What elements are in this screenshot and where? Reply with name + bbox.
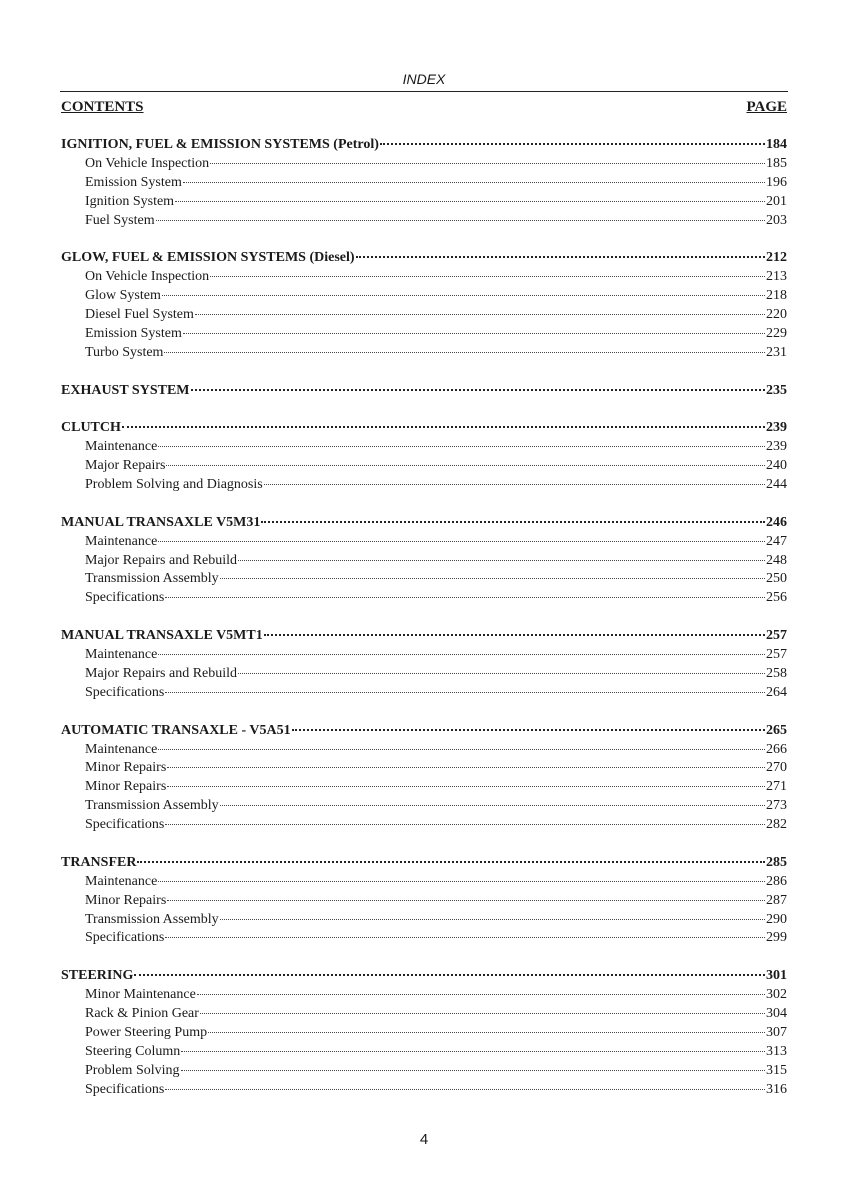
dot-leader	[191, 389, 765, 391]
toc-subsection-entry[interactable]	[61, 325, 787, 344]
subsection-label: On Vehicle Inspection	[85, 155, 210, 171]
toc-subsection-entry[interactable]	[61, 570, 787, 589]
toc-subsection-entry[interactable]	[61, 759, 787, 778]
dot-leader	[238, 673, 765, 674]
page-number: 4	[419, 1131, 429, 1148]
dot-leader	[220, 919, 765, 920]
dot-leader	[122, 426, 765, 428]
subsection-label: Specifications	[85, 590, 165, 606]
subsection-label: Major Repairs and Rebuild	[85, 665, 238, 681]
table-of-contents	[61, 136, 787, 1118]
dot-leader	[165, 692, 765, 693]
toc-subsection-entry[interactable]	[61, 457, 787, 476]
subsection-label: Minor Repairs	[85, 779, 167, 795]
section-page-number: 265	[766, 722, 787, 738]
dot-leader	[183, 333, 765, 334]
subsection-label: Transmission Assembly	[85, 798, 219, 814]
toc-subsection-entry[interactable]	[61, 873, 787, 892]
dot-leader	[167, 900, 765, 901]
subsection-label: Emission System	[85, 325, 182, 341]
dot-leader	[264, 634, 765, 636]
subsection-label: Specifications	[85, 930, 165, 946]
section-title: EXHAUST SYSTEM	[61, 382, 190, 398]
toc-section	[61, 627, 787, 703]
toc-subsection-entry[interactable]	[61, 816, 787, 835]
toc-subsection-entry[interactable]	[61, 1062, 787, 1081]
toc-subsection-entry[interactable]	[61, 174, 787, 193]
toc-section	[61, 136, 787, 230]
subsection-page-number: 264	[766, 684, 787, 700]
toc-section	[61, 722, 787, 835]
subsection-page-number: 203	[766, 212, 787, 228]
dot-leader	[167, 767, 765, 768]
toc-section	[61, 854, 787, 948]
toc-section-entry[interactable]	[61, 627, 787, 646]
subsection-page-number: 213	[766, 269, 787, 285]
subsection-label: Ignition System	[85, 193, 175, 209]
dot-leader	[238, 560, 765, 561]
dot-leader	[175, 201, 765, 202]
subsection-page-number: 257	[766, 647, 787, 663]
section-page-number: 285	[766, 854, 787, 870]
toc-section-entry[interactable]	[61, 382, 787, 401]
subsection-page-number: 229	[766, 325, 787, 341]
subsection-page-number: 239	[766, 439, 787, 455]
subsection-page-number: 248	[766, 552, 787, 568]
dot-leader	[165, 1089, 765, 1090]
subsection-label: Problem Solving	[85, 1062, 180, 1078]
subsection-page-number: 196	[766, 174, 787, 190]
dot-leader	[292, 729, 765, 731]
subsection-page-number: 271	[766, 779, 787, 795]
toc-section-entry[interactable]	[61, 967, 787, 986]
subsection-page-number: 286	[766, 873, 787, 889]
subsection-label: Transmission Assembly	[85, 911, 219, 927]
dot-leader	[158, 881, 765, 882]
subsection-label: Maintenance	[85, 439, 158, 455]
subsection-page-number: 282	[766, 817, 787, 833]
dot-leader	[220, 578, 765, 579]
toc-subsection-entry[interactable]	[61, 665, 787, 684]
toc-subsection-entry[interactable]	[61, 552, 787, 571]
subsection-label: Major Repairs and Rebuild	[85, 552, 238, 568]
toc-subsection-entry[interactable]	[61, 306, 787, 325]
dot-leader	[380, 143, 765, 145]
subsection-label: Problem Solving and Diagnosis	[85, 477, 263, 493]
section-page-number: 239	[766, 420, 787, 436]
section-page-number: 235	[766, 382, 787, 398]
section-title: STEERING	[61, 968, 134, 984]
dot-leader	[167, 786, 765, 787]
dot-leader	[197, 994, 765, 995]
toc-subsection-entry[interactable]	[61, 476, 787, 495]
dot-leader	[208, 1032, 765, 1033]
toc-section	[61, 419, 787, 495]
dot-leader	[220, 805, 765, 806]
subsection-page-number: 313	[766, 1043, 787, 1059]
subsection-page-number: 201	[766, 193, 787, 209]
dot-leader	[158, 749, 765, 750]
subsection-page-number: 244	[766, 477, 787, 493]
dot-leader	[156, 220, 765, 221]
toc-section-entry[interactable]	[61, 419, 787, 438]
section-page-number: 184	[766, 137, 787, 152]
dot-leader	[165, 597, 765, 598]
toc-section	[61, 514, 787, 608]
section-title: AUTOMATIC TRANSAXLE - V5A51	[61, 722, 291, 738]
toc-subsection-entry[interactable]	[61, 1081, 787, 1100]
subsection-page-number: 302	[766, 987, 787, 1003]
dot-leader	[210, 276, 765, 277]
subsection-page-number: 287	[766, 892, 787, 908]
subsection-page-number: 273	[766, 798, 787, 814]
toc-subsection-entry[interactable]	[61, 155, 787, 174]
subsection-page-number: 304	[766, 1005, 787, 1021]
dot-leader	[158, 541, 765, 542]
subsection-page-number: 240	[766, 458, 787, 474]
toc-section	[61, 967, 787, 1099]
subsection-label: Rack & Pinion Gear	[85, 1005, 199, 1021]
subsection-label: Specifications	[85, 817, 165, 833]
subsection-label: Maintenance	[85, 741, 158, 757]
toc-subsection-entry[interactable]	[61, 533, 787, 552]
subsection-label: Power Steering Pump	[85, 1024, 208, 1040]
section-page-number: 257	[766, 628, 787, 644]
subsection-page-number: 290	[766, 911, 787, 927]
dot-leader	[264, 484, 765, 485]
subsection-page-number: 315	[766, 1062, 787, 1078]
header-divider	[60, 91, 788, 92]
dot-leader	[356, 256, 765, 258]
subsection-label: Minor Repairs	[85, 892, 167, 908]
subsection-label: Maintenance	[85, 533, 158, 549]
subsection-label: Maintenance	[85, 647, 158, 663]
toc-subsection-entry[interactable]	[61, 684, 787, 703]
section-title: CLUTCH	[61, 420, 121, 436]
subsection-page-number: 250	[766, 571, 787, 587]
subsection-label: Steering Column	[85, 1043, 181, 1059]
subsection-page-number: 247	[766, 533, 787, 549]
toc-subsection-entry[interactable]	[61, 929, 787, 948]
subsection-label: Fuel System	[85, 212, 155, 228]
toc-section-entry[interactable]	[61, 854, 787, 873]
section-title: IGNITION, FUEL & EMISSION SYSTEMS (Petrol)	[61, 137, 379, 152]
toc-section	[61, 249, 787, 362]
subsection-page-number: 185	[766, 155, 787, 171]
toc-section	[61, 382, 787, 401]
subsection-label: On Vehicle Inspection	[85, 269, 210, 285]
subsection-page-number: 231	[766, 344, 787, 360]
contents-column-heading: CONTENTS	[61, 99, 144, 115]
toc-section-entry[interactable]	[61, 722, 787, 741]
dot-leader	[164, 352, 765, 353]
toc-subsection-entry[interactable]	[61, 892, 787, 911]
page-header-title: INDEX	[402, 71, 446, 87]
toc-section-entry[interactable]	[61, 136, 787, 155]
subsection-page-number: 256	[766, 590, 787, 606]
dot-leader	[165, 824, 765, 825]
toc-section-entry[interactable]	[61, 514, 787, 533]
toc-subsection-entry[interactable]	[61, 287, 787, 306]
subsection-label: Transmission Assembly	[85, 571, 219, 587]
dot-leader	[166, 465, 765, 466]
subsection-label: Glow System	[85, 288, 161, 304]
dot-leader	[158, 446, 765, 447]
dot-leader	[165, 937, 765, 938]
section-title: GLOW, FUEL & EMISSION SYSTEMS (Diesel)	[61, 250, 355, 266]
toc-subsection-entry[interactable]	[61, 986, 787, 1005]
toc-subsection-entry[interactable]	[61, 911, 787, 930]
subsection-label: Minor Maintenance	[85, 987, 196, 1003]
dot-leader	[200, 1013, 765, 1014]
toc-subsection-entry[interactable]	[61, 778, 787, 797]
subsection-label: Emission System	[85, 174, 182, 190]
toc-subsection-entry[interactable]	[61, 193, 787, 212]
subsection-label: Diesel Fuel System	[85, 307, 194, 323]
toc-subsection-entry[interactable]	[61, 268, 787, 287]
dot-leader	[183, 182, 765, 183]
subsection-page-number: 316	[766, 1081, 787, 1097]
subsection-page-number: 270	[766, 760, 787, 776]
dot-leader	[261, 521, 765, 523]
toc-subsection-entry[interactable]	[61, 1005, 787, 1024]
dot-leader	[210, 163, 765, 164]
dot-leader	[137, 861, 765, 863]
toc-subsection-entry[interactable]	[61, 797, 787, 816]
section-page-number: 246	[766, 514, 787, 530]
section-title: TRANSFER	[61, 854, 137, 870]
section-page-number: 212	[766, 250, 787, 266]
subsection-label: Specifications	[85, 684, 165, 700]
dot-leader	[181, 1070, 765, 1071]
subsection-label: Specifications	[85, 1081, 165, 1097]
toc-subsection-entry[interactable]	[61, 741, 787, 760]
toc-subsection-entry[interactable]	[61, 1024, 787, 1043]
subsection-page-number: 220	[766, 307, 787, 323]
subsection-label: Major Repairs	[85, 458, 166, 474]
toc-subsection-entry[interactable]	[61, 212, 787, 231]
toc-subsection-entry[interactable]	[61, 589, 787, 608]
toc-subsection-entry[interactable]	[61, 646, 787, 665]
dot-leader	[162, 295, 765, 296]
subsection-label: Maintenance	[85, 873, 158, 889]
subsection-label: Minor Repairs	[85, 760, 167, 776]
subsection-label: Turbo System	[85, 344, 164, 360]
subsection-page-number: 266	[766, 741, 787, 757]
page-column-heading: PAGE	[746, 99, 787, 115]
toc-subsection-entry[interactable]	[61, 438, 787, 457]
toc-subsection-entry[interactable]	[61, 1043, 787, 1062]
toc-section-entry[interactable]	[61, 249, 787, 268]
section-title: MANUAL TRANSAXLE V5MT1	[61, 628, 263, 644]
subsection-page-number: 307	[766, 1024, 787, 1040]
section-title: MANUAL TRANSAXLE V5M31	[61, 514, 261, 530]
dot-leader	[195, 314, 765, 315]
subsection-page-number: 258	[766, 665, 787, 681]
dot-leader	[158, 654, 765, 655]
section-page-number: 301	[766, 968, 787, 984]
subsection-page-number: 299	[766, 930, 787, 946]
subsection-page-number: 218	[766, 288, 787, 304]
dot-leader	[134, 974, 765, 976]
dot-leader	[181, 1051, 765, 1052]
toc-subsection-entry[interactable]	[61, 344, 787, 363]
